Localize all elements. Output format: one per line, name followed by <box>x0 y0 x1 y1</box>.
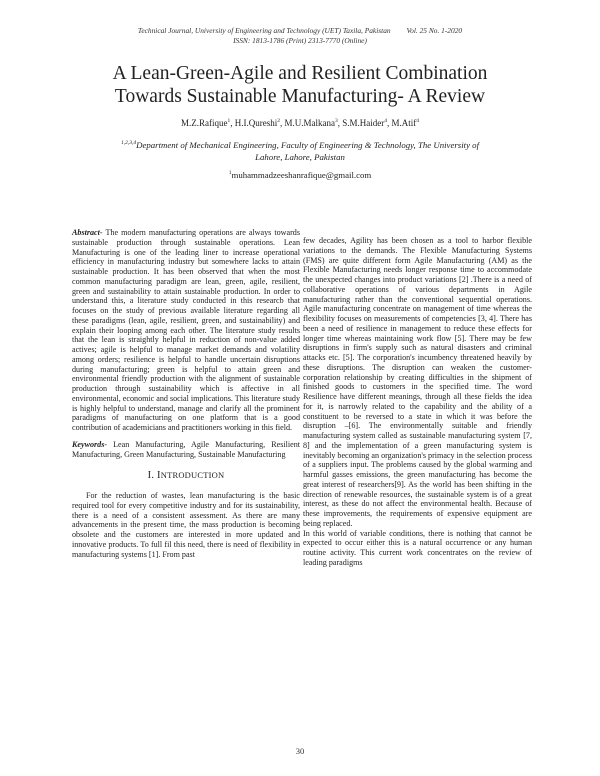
abstract-label: Abstract- <box>72 228 103 237</box>
body-paragraph: In this world of variable conditions, there is nothing that cannot be expected to occur either this is a natural occurrence or any human routine activity. This current work concentrates on the review of leading paradigms <box>303 528 532 567</box>
author: M.U.Malkana$^3$ <box>284 118 338 128</box>
author: S.M.Haider$^4$ <box>342 118 387 128</box>
left-column <box>72 228 300 559</box>
title-line-1: A Lean-Green-Agile and Resilient Combination <box>112 63 488 84</box>
keywords-label: Keywords- <box>72 439 108 449</box>
abstract <box>72 228 300 433</box>
intro-paragraph: For the reduction of wastes, lean manufacturing is the basic required tool for every competitive industry and for its sustainability, there is a need of a consistent assessment. As there are many advancements in the present time, the mass production is becoming obsolete and the customers are interested in more updated and innovative products. To full fil this need, there is need of flexibility in manufacturing systems [1]. From past <box>72 491 300 559</box>
journal-issn: ISSN: 1813-1786 (Print) 2313-7770 (Online) <box>233 36 367 45</box>
email-text: muhammadzeeshanrafique@gmail.com <box>231 170 372 180</box>
author: M.Z.Rafique$^1$ <box>181 118 231 128</box>
body-paragraph: few decades, Agility has been chosen as a tool to harbor flexible variations to the demands. The Flexible Manufacturing Systems (FMS) are quite different form Agile Manufacturing (AM) as the Flexible Manufacturing needs longer response time to accommodate the unexpected changes into product variations [2] .There is a need of collaborative operations of various departments in Agile manufacturing rather than the conventional sequential operations. Agile manufacturing concentrate on management of time whereas the flexibility focuses on measurements of competencies [3, 4]. There has been a need of resilience in management to reduce these effects for longer time whereas maintaining work flow [5]. There may be few disruptions in firm's supply such as natural disasters and criminal attacks etc. [5]. The corporation's incumbency threatened heavily by these disruptions. The disruption can weaken the customer-corporation relationship by creating difficulties in the shipment of finished goods to customers in the specified time. The word Resilience have different meanings, through all these fields the idea for it, is narrowly related to the capability and the ability of a constituent to be reversed to a state in which it was before the disruption –[6]. The environmentally suitable and friendly manufacturing system called as sustainable manufacturing system [7, 8] and the implementation of a green manufacturing system is inevitably becoming an organization's primacy in the selection process of a suppliers input. The problems caused by the global warming and harmful gasses emissions, the green manufacturing has become the great interest of researchers[9]. As the world has been shifting in the direction of renewable resources, the sustainable system is of a great interest, as these do not affect the environmental health. Because of these improvements, the requirements of expensive equipment are being replaced. <box>303 236 532 528</box>
page-number: 30 <box>295 746 305 756</box>
paper-title <box>0 62 600 108</box>
affiliation-text: Department of Mechanical Engineering, Faculty of Engineering & Technology, The University of Lahore, Lahore, Pakistan <box>136 139 480 162</box>
author: H.I.Qureshi$^2$ <box>234 118 280 128</box>
header-line-1 <box>0 26 600 36</box>
right-column <box>303 236 532 568</box>
abstract-text: The modern manufacturing operations are always towards sustainable production through sustainable operations. Lean Manufacturing is one of the leading liner to increase operational efficiency in manufacturing industry but somewhere lacks to attain sustainable production. It has been observed that when the most common manufacturing paradigm are lean, green, agile, resilient, green and sustainability to attain sustainable production. In order to understand this, a literature study conducted in this researcb that focuses on the study of previous available literature regarding all these paradigms (lean, agile, resilient, green, and sustainability) and explain their looping among each other. The literature study results that the lean is straightly helpful in reduction of non-value added actives; agile is helpful to manage market demands and volatility among orders; resilience is helpful to handle uncertain disruptions during manufacturing; green is helpful to attain green and environmental friendly production with the alignment of sustainable production through sustainability which is affective in all environmental, economic and social implications. This literature study is highly helpful to understand, manage and clarify all the prominent paradigms of manufacturing on one platform that is a good contribution of academicians and practitioners working in this field. <box>72 228 300 432</box>
keywords <box>72 440 300 460</box>
keywords-text: Lean Manufacturing, Agile Manufacturing, Resilient Manufacturing, Green Manufacturing, Sustainable Manufacturing <box>72 439 300 459</box>
affiliation-sup: 1,2,3,4 <box>120 140 137 146</box>
journal-volume: Vol. 25 No. 1-2020 <box>406 26 463 35</box>
journal-name: Technical Journal, University of Engineering and Technology (UET) Taxila, Pakistan <box>137 26 391 35</box>
author-list: M.Z.Rafique$^1$, H.I.Qureshi$^2$, M.U.Malkana$^3$, S.M.Haider$^4$, M.Atif$^4$ <box>181 118 419 128</box>
section-heading-introduction: I. INTRODUCTION <box>147 470 225 482</box>
journal-header <box>0 26 600 46</box>
email-sup: 1 <box>228 170 232 177</box>
title-line-2: Towards Sustainable Manufacturing- A Review <box>114 86 486 107</box>
affiliation <box>120 137 480 163</box>
author: M.Atif$^4$ <box>391 118 419 128</box>
author-email <box>0 170 600 180</box>
